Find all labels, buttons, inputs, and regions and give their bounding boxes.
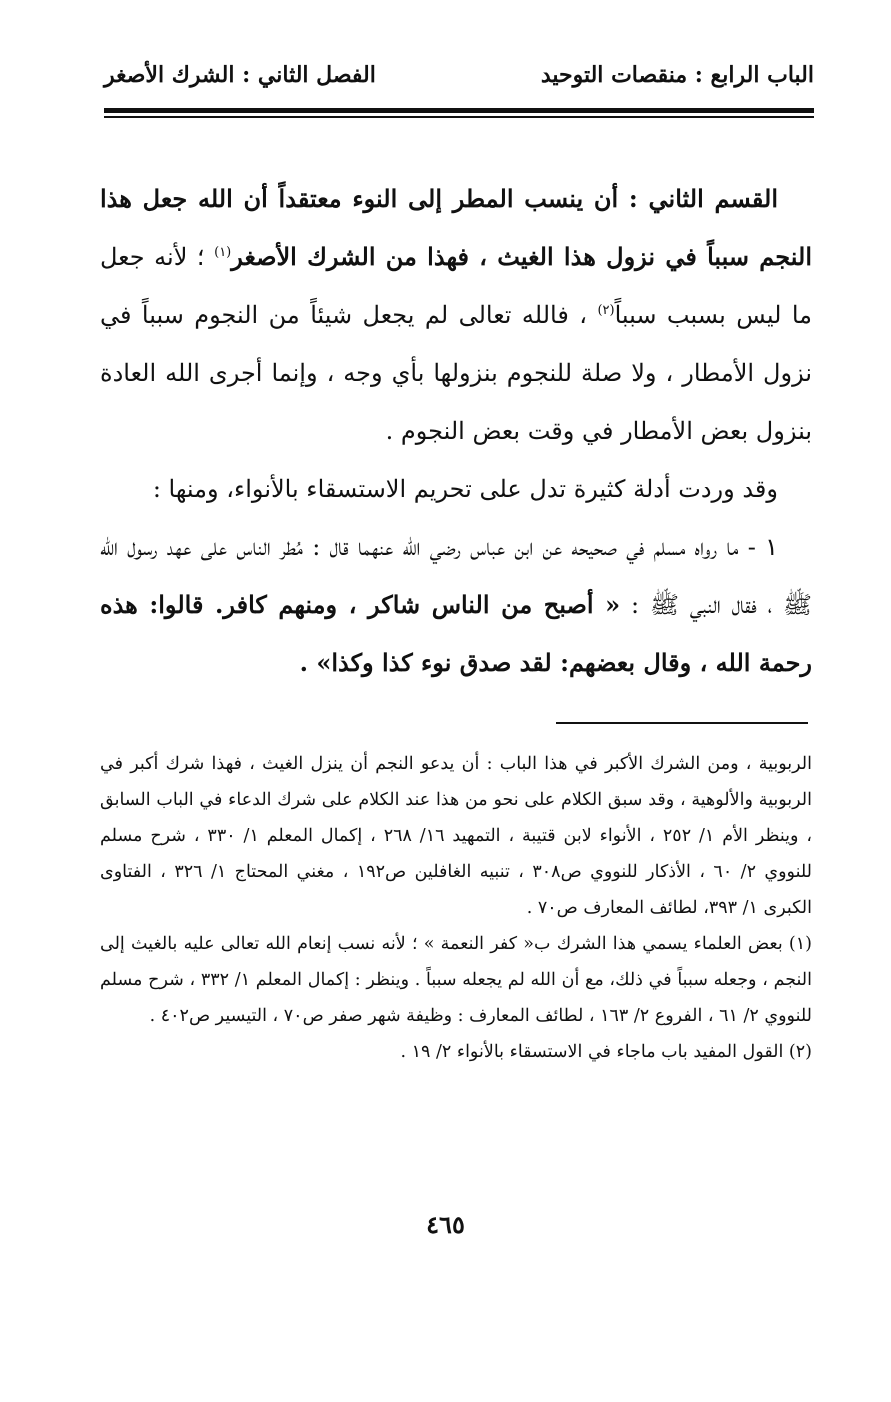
running-header	[104, 62, 814, 102]
page-number: ٤٦٥	[426, 1210, 465, 1239]
hadith-quote: « أصبح من الناس شاكر ، ومنهم كافر. قالوا: هذه رحمة الله ، وقال بعضهم: لقد صدق نوء كذا وكذا» .	[100, 590, 812, 677]
footnote-ref-1: (١)	[214, 245, 232, 260]
footnote-2: (٢) القول المفيد باب ماجاء في الاستسقاء بالأنواء ٢/ ١٩ .	[400, 1042, 812, 1062]
paragraph-evidence-intro: وقد وردت أدلة كثيرة تدل على تحريم الاستسقاء بالأنواء، ومنها :	[152, 475, 778, 503]
section-two-lead: القسم الثاني : أن ينسب المطر إلى النوء معتقداً أن الله جعل هذا النجم سبباً في نزول هذا الغيث ، فهذا من الشرك الأصغر	[100, 184, 812, 271]
header-divider-thick	[104, 108, 814, 113]
footnote-continuation: الربوبية ، ومن الشرك الأكبر في هذا الباب : أن يدعو النجم أن ينزل الغيث ، فهذا شرك أكبر في الربوبية والألوهية ، وقد سبق الكلام على نحو من هذا عند الكلام على شرك الدعاء في الباب السابق ، وينظر الأم ١/ ٢٥٢ ، الأنواء لابن قتيبة ، التمهيد ١٦/ ٢٦٨ ، إكمال المعلم ١/ ٣٣٠ ، شرح مسلم للنووي ٢/ ٦٠ ، الأذكار للنووي ص٣٠٨ ، تنبيه الغافلين ص١٩٢ ، مغني المحتاج ١/ ٣٢٦ ، الفتاوى الكبرى ١/ ٣٩٣، لطائف المعارف ص٧٠ .	[100, 754, 812, 918]
footnote-1: (١) بعض العلماء يسمي هذا الشرك ب« كفر النعمة » ؛ لأنه نسب إنعام الله تعالى عليه بالغيث إلى النجم ، وجعله سبباً في ذلك، مع أن الله لم يجعله سبباً . وينظر : إكمال المعلم ١/ ٣٣٢ ، شرح مسلم للنووي ٢/ ٦١ ، الفروع ٢/ ١٦٣ ، لطائف المعارف : وظيفة شهر صفر ص٧٠ ، التيسير ص٤٠٢ .	[100, 934, 813, 1026]
section-two-explanation: ، فالله تعالى لم يجعل شيئاً من النجوم سبباً في نزول الأمطار ، ولا صلة للنجوم بنزولها بأي وجه ، وإنما أجرى الله العادة بنزول بعض الأمطار في وقت بعض النجوم .	[100, 301, 812, 445]
section-two-reason: ؛ لأنه جعل ما ليس بسبب سبباً	[100, 243, 812, 329]
hadith-narration: ١ - ما رواه مسلم في صحيحه عن ابن عباس رضي الله عنهما قال : مُطر الناس على عهد رسول الله ﷺ ، فقال النبي ﷺ :	[100, 533, 813, 619]
footnote-ref-2: (٢)	[597, 303, 615, 318]
paragraph-section-two	[100, 170, 812, 460]
header-chapter-title: الباب الرابع : منقصات التوحيد	[540, 62, 814, 88]
footnote-separator	[556, 722, 808, 724]
footnotes	[100, 746, 812, 1070]
paragraph-hadith-one	[100, 518, 812, 692]
header-divider-thin	[104, 116, 814, 118]
main-text	[100, 170, 812, 692]
header-section-title: الفصل الثاني : الشرك الأصغر	[104, 62, 376, 88]
